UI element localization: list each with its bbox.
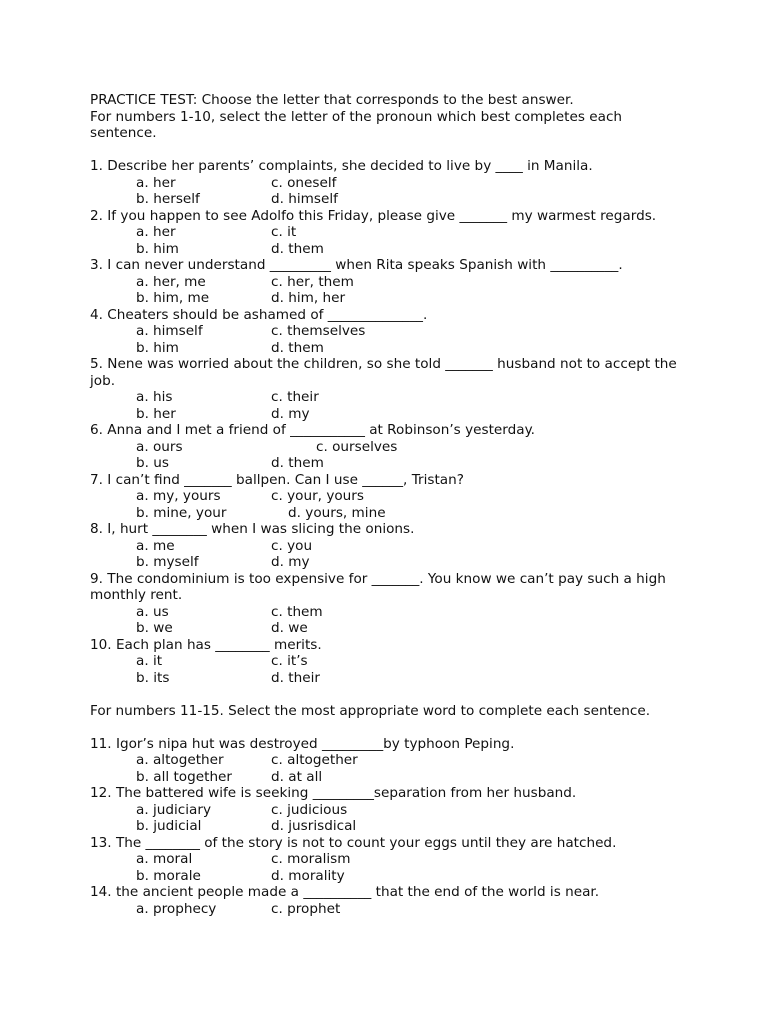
options-row [90, 769, 690, 786]
options-row [90, 175, 690, 192]
question-text: 4. Cheaters should be ashamed of ______________. [90, 306, 428, 323]
question-text: 9. The condominium is too expensive for _______. You know we can’t pay such a high monthly rent. [90, 570, 666, 603]
option-c: c. ourselves [316, 438, 398, 455]
option-b: b. judicial [136, 818, 202, 834]
option-b: b. him, me [136, 290, 210, 306]
options-row [90, 818, 690, 835]
option-d: d. we [271, 620, 308, 636]
option-d: d. at all [271, 768, 323, 785]
option-a: a. her [136, 224, 176, 240]
options-row [90, 488, 690, 505]
options-row [90, 274, 690, 291]
option-c: c. judicious [271, 801, 348, 818]
option-c: c. you [271, 537, 313, 554]
option-a: a. himself [136, 323, 203, 339]
option-a: a. moral [136, 851, 193, 867]
option-b: b. him [136, 240, 179, 257]
options-row [90, 620, 690, 637]
options-row [90, 868, 690, 885]
options-row [90, 752, 690, 769]
question-text: 2. If you happen to see Adolfo this Friday, please give _______ my warmest regards. [90, 207, 657, 224]
question-text: 13. The ________ of the story is not to count your eggs until they are hatched. [90, 834, 617, 851]
option-c: c. their [271, 389, 319, 405]
option-d: d. my [271, 554, 310, 570]
options-row [90, 538, 690, 555]
question-text: 6. Anna and I met a friend of ___________ at Robinson’s yesterday. [90, 422, 536, 438]
option-a: a. ours [136, 438, 183, 455]
option-d: d. their [271, 669, 320, 686]
option-d: d. them [271, 455, 324, 471]
question-text: 7. I can’t find _______ ballpen. Can I use ______, Tristan? [90, 471, 464, 488]
option-d: d. him, her [271, 290, 346, 306]
option-c: c. moralism [271, 851, 351, 867]
options-row [90, 901, 690, 918]
question-text: 3. I can never understand _________ when Rita speaks Spanish with __________. [90, 257, 623, 273]
option-a: a. his [136, 389, 173, 405]
option-a: a. judiciary [136, 801, 211, 818]
question-text: 8. I, hurt ________ when I was slicing the onions. [90, 521, 415, 537]
options-row [90, 604, 690, 621]
options-row [90, 191, 690, 208]
option-b: b. him [136, 339, 179, 356]
option-d: d. yours, mine [288, 504, 386, 521]
section2-instruction: For numbers 11-15. Select the most appropriate word to complete each sentence. [90, 702, 651, 719]
question-text: 11. Igor’s nipa hut was destroyed _________by typhoon Peping. [90, 735, 515, 752]
option-b: b. us [136, 455, 169, 471]
options-row [90, 802, 690, 819]
options-row [90, 389, 690, 406]
option-a: a. me [136, 537, 175, 554]
option-a: a. her [136, 174, 176, 191]
options-row [90, 851, 690, 868]
test-content [90, 92, 690, 917]
option-b: b. her [136, 405, 176, 422]
option-d: d. them [271, 339, 324, 356]
option-c: c. oneself [271, 174, 337, 191]
option-a: a. us [136, 603, 169, 620]
options-row [90, 439, 690, 456]
question-text: 1. Describe her parents’ complaints, she decided to live by ____ in Manila. [90, 158, 593, 174]
question-text: 12. The battered wife is seeking _________separation from her husband. [90, 785, 577, 801]
option-c: c. her, them [271, 273, 354, 290]
option-a: a. my, yours [136, 488, 221, 504]
option-b: b. myself [136, 554, 199, 570]
option-b: b. herself [136, 191, 200, 207]
test-title: PRACTICE TEST: Choose the letter that corresponds to the best answer. [90, 92, 574, 108]
options-row [90, 653, 690, 670]
option-b: b. morale [136, 867, 201, 884]
question-text: 5. Nene was worried about the children, so she told _______ husband not to accept the job. [90, 356, 677, 389]
option-d: d. them [271, 240, 324, 257]
option-c: c. them [271, 603, 323, 620]
option-a: a. altogether [136, 752, 224, 768]
option-a: a. it [136, 653, 163, 669]
option-c: c. it [271, 224, 297, 240]
option-b: b. its [136, 669, 170, 686]
option-a: a. her, me [136, 273, 206, 290]
question-text: 14. the ancient people made a __________ that the end of the world is near. [90, 884, 600, 900]
option-d: d. himself [271, 191, 338, 207]
option-d: d. my [271, 405, 310, 422]
option-d: d. jusrisdical [271, 818, 357, 834]
option-b: b. all together [136, 768, 233, 785]
options-row [90, 554, 690, 571]
question-text: 10. Each plan has ________ merits. [90, 636, 322, 653]
option-a: a. prophecy [136, 900, 217, 917]
options-row [90, 241, 690, 258]
option-c: c. altogether [271, 752, 358, 768]
option-c: c. your, yours [271, 488, 364, 504]
option-c: c. it’s [271, 653, 308, 669]
section1-instruction: For numbers 1-10, select the letter of the pronoun which best completes each sentence. [90, 108, 623, 141]
option-d: d. morality [271, 867, 345, 884]
options-row [90, 406, 690, 423]
option-b: b. mine, your [136, 504, 227, 521]
option-c: c. prophet [271, 900, 341, 917]
options-row [90, 670, 690, 687]
options-row [90, 224, 690, 241]
options-row [90, 323, 690, 340]
options-row [90, 290, 690, 307]
options-row [90, 505, 690, 522]
options-row [90, 340, 690, 357]
option-c: c. themselves [271, 323, 366, 339]
options-row [90, 455, 690, 472]
option-b: b. we [136, 620, 173, 636]
